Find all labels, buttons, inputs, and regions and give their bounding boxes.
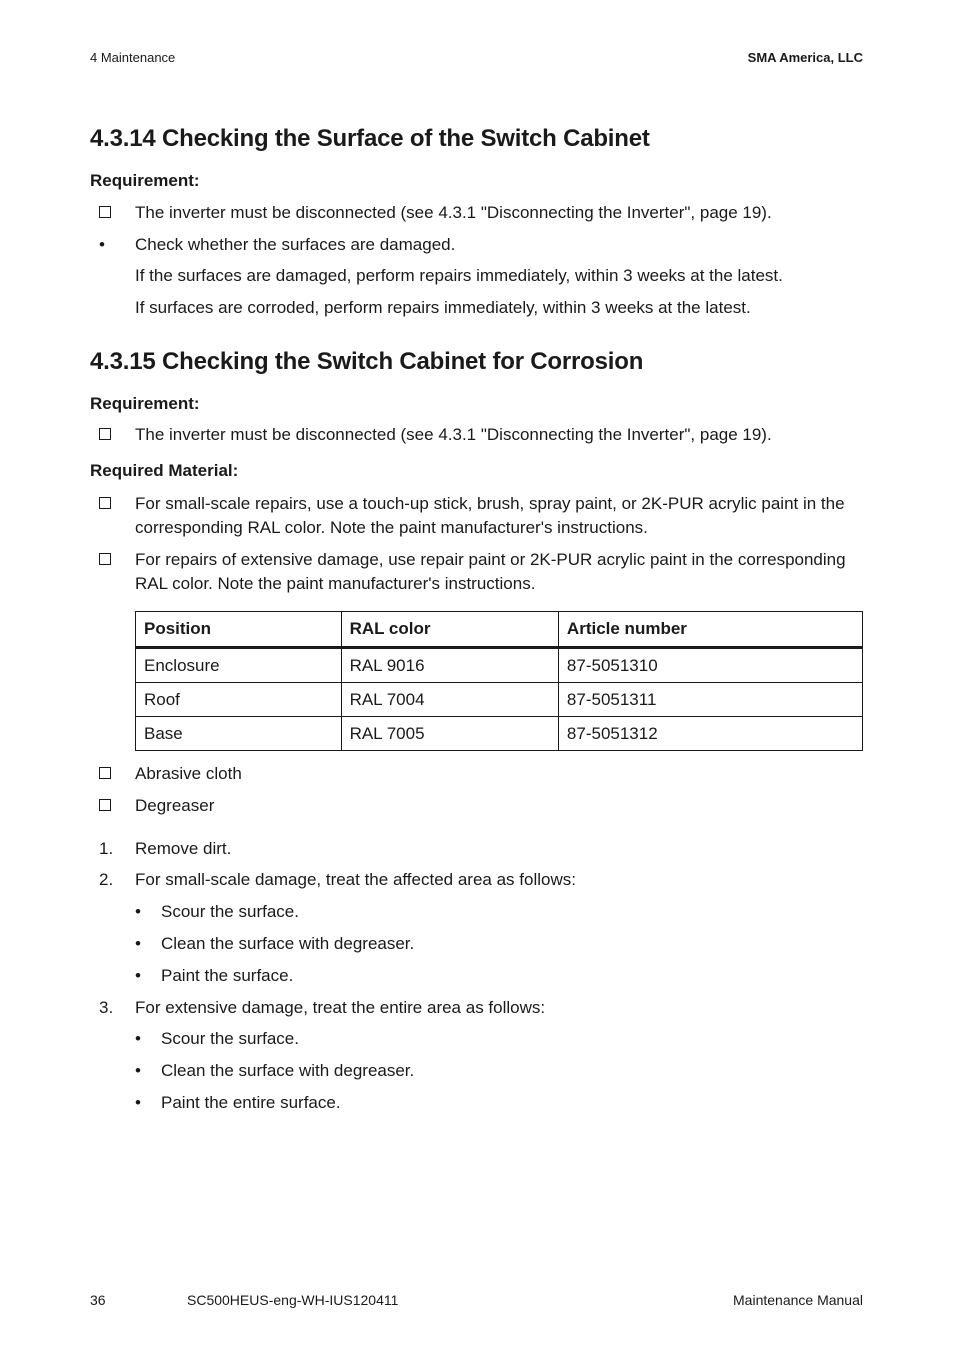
checkbox-icon — [99, 762, 123, 786]
bullet-icon: • — [99, 235, 105, 254]
table-cell: RAL 7004 — [341, 683, 558, 717]
ral-color-table — [135, 611, 863, 751]
running-header-company: SMA America, LLC — [747, 50, 863, 65]
checkbox-icon — [99, 492, 123, 516]
running-header-section: 4 Maintenance — [90, 50, 176, 65]
column-header: Article number — [558, 612, 862, 648]
document-id: SC500HEUS-eng-WH-IUS120411 — [187, 1292, 399, 1308]
table-cell: 87-5051311 — [558, 683, 862, 717]
section-title-4-3-14: 4.3.14 Checking the Surface of the Switch Cabinet — [90, 125, 650, 152]
section-title-4-3-15: 4.3.15 Checking the Switch Cabinet for Corrosion — [90, 348, 644, 375]
table-cell: Enclosure — [136, 648, 342, 683]
column-header: Position — [136, 612, 342, 648]
page-number: 36 — [90, 1292, 106, 1308]
table-row — [136, 683, 863, 717]
bullet-icon: • — [135, 1029, 141, 1048]
manual-name: Maintenance Manual — [733, 1292, 863, 1308]
checkbox-icon — [99, 201, 123, 225]
table-row — [136, 717, 863, 751]
table-cell: RAL 7005 — [341, 717, 558, 751]
step-number: 1. — [99, 839, 114, 858]
checkbox-icon — [99, 794, 123, 818]
step-number: 2. — [99, 870, 114, 889]
table-cell: RAL 9016 — [341, 648, 558, 683]
requirement-label: Requirement: — [90, 171, 200, 190]
table-cell: 87-5051312 — [558, 717, 862, 751]
required-material-label: Required Material: — [90, 461, 239, 480]
column-header: RAL color — [341, 612, 558, 648]
checkbox-icon — [99, 423, 123, 447]
requirement-label: Requirement: — [90, 394, 200, 413]
step-number: 3. — [99, 998, 114, 1017]
requirement-text: The inverter must be disconnected (see 4.3.1 "Disconnecting the Inverter", page 19). — [135, 203, 772, 222]
bullet-icon: • — [135, 1061, 141, 1080]
bullet-icon: • — [135, 934, 141, 953]
bullet-icon: • — [135, 966, 141, 985]
table-cell: Roof — [136, 683, 342, 717]
table-cell: Base — [136, 717, 342, 751]
checkbox-icon — [99, 548, 123, 572]
bullet-icon: • — [135, 1093, 141, 1112]
table-row — [136, 648, 863, 683]
bullet-icon: • — [135, 902, 141, 921]
table-cell: 87-5051310 — [558, 648, 862, 683]
table-header-row — [136, 612, 863, 648]
